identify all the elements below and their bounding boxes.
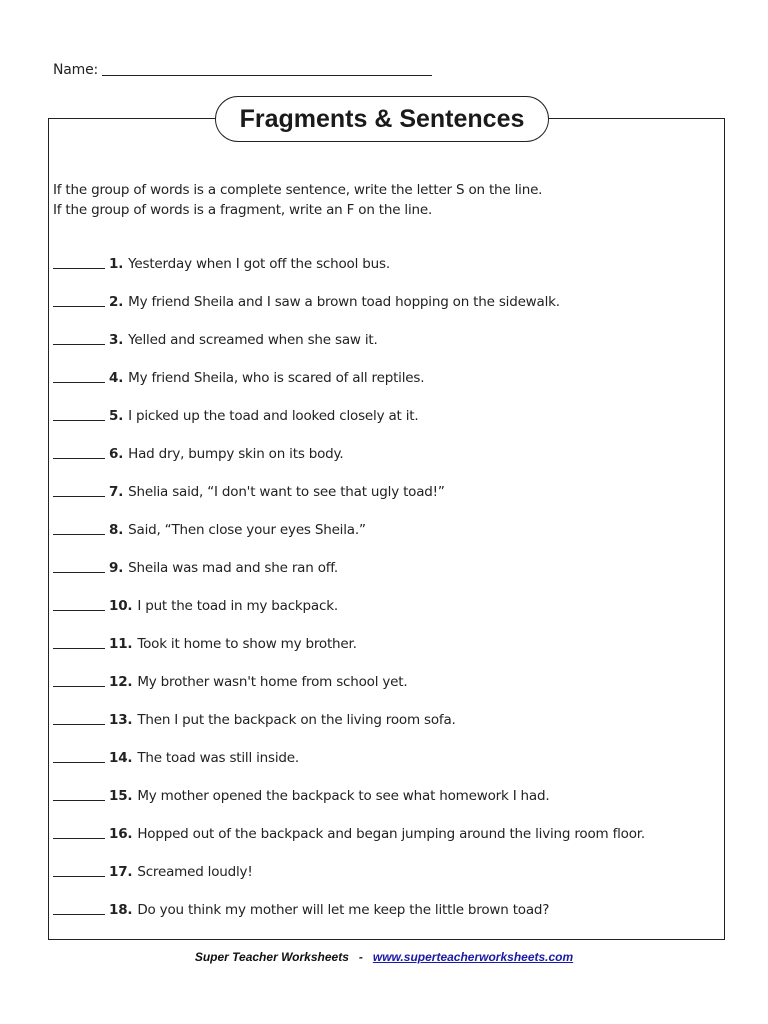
question-item: [53, 864, 253, 880]
question-text: Do you think my mother will let me keep the little brown toad?: [137, 902, 550, 918]
question-number: 12.: [109, 674, 133, 690]
question-item: [53, 636, 357, 652]
answer-blank[interactable]: [53, 750, 105, 763]
question-number: 11.: [109, 636, 133, 652]
question-item: [53, 826, 645, 842]
question-text: My mother opened the backpack to see what homework I had.: [137, 788, 550, 804]
answer-blank[interactable]: [53, 522, 105, 535]
question-number: 1.: [109, 256, 124, 272]
question-text: Screamed loudly!: [137, 864, 253, 880]
footer-separator: -: [358, 950, 363, 964]
question-number: 16.: [109, 826, 133, 842]
question-number: 3.: [109, 332, 124, 348]
answer-blank[interactable]: [53, 256, 105, 269]
question-item: [53, 788, 549, 804]
question-text: I picked up the toad and looked closely at it.: [128, 408, 419, 424]
name-field: [53, 61, 432, 78]
answer-blank[interactable]: [53, 408, 105, 421]
question-item: [53, 484, 445, 500]
question-number: 2.: [109, 294, 124, 310]
question-item: [53, 902, 549, 918]
question-text: My friend Sheila and I saw a brown toad hopping on the sidewalk.: [128, 294, 560, 310]
question-text: Then I put the backpack on the living room sofa.: [137, 712, 456, 728]
question-text: The toad was still inside.: [137, 750, 299, 766]
question-number: 14.: [109, 750, 133, 766]
name-blank-line[interactable]: [102, 61, 432, 76]
title-banner: [215, 96, 549, 142]
question-number: 15.: [109, 788, 133, 804]
question-number: 9.: [109, 560, 124, 576]
answer-blank[interactable]: [53, 712, 105, 725]
answer-blank[interactable]: [53, 674, 105, 687]
question-number: 5.: [109, 408, 124, 424]
instruction-line: If the group of words is a complete sentence, write the letter S on the line.: [53, 182, 543, 198]
question-text: Yelled and screamed when she saw it.: [128, 332, 378, 348]
answer-blank[interactable]: [53, 864, 105, 877]
answer-blank[interactable]: [53, 788, 105, 801]
answer-blank[interactable]: [53, 294, 105, 307]
question-number: 4.: [109, 370, 124, 386]
answer-blank[interactable]: [53, 902, 105, 915]
question-number: 18.: [109, 902, 133, 918]
question-item: [53, 750, 299, 766]
answer-blank[interactable]: [53, 598, 105, 611]
footer-brand: Super Teacher Worksheets: [194, 950, 349, 964]
question-text: Hopped out of the backpack and began jumping around the living room floor.: [137, 826, 646, 842]
question-number: 17.: [109, 864, 133, 880]
answer-blank[interactable]: [53, 370, 105, 383]
question-item: [53, 256, 390, 272]
question-text: Said, “Then close your eyes Sheila.”: [128, 522, 366, 538]
answer-blank[interactable]: [53, 446, 105, 459]
question-number: 7.: [109, 484, 124, 500]
question-text: I put the toad in my backpack.: [137, 598, 338, 614]
page-title: Fragments & Sentences: [239, 104, 525, 133]
question-text: Yesterday when I got off the school bus.: [128, 256, 390, 272]
question-item: [53, 370, 424, 386]
name-label: Name:: [53, 62, 99, 78]
question-item: [53, 408, 418, 424]
question-number: 13.: [109, 712, 133, 728]
answer-blank[interactable]: [53, 636, 105, 649]
question-item: [53, 598, 338, 614]
question-item: [53, 294, 560, 310]
question-item: [53, 674, 407, 690]
question-text: Took it home to show my brother.: [137, 636, 357, 652]
question-number: 6.: [109, 446, 124, 462]
question-item: [53, 712, 456, 728]
instructions: [53, 180, 542, 220]
answer-blank[interactable]: [53, 332, 105, 345]
question-text: My brother wasn't home from school yet.: [137, 674, 408, 690]
question-item: [53, 560, 338, 576]
answer-blank[interactable]: [53, 826, 105, 839]
footer: [0, 950, 768, 964]
footer-link[interactable]: www.superteacherworksheets.com: [372, 950, 574, 964]
instruction-line: If the group of words is a fragment, write an F on the line.: [53, 202, 433, 218]
answer-blank[interactable]: [53, 560, 105, 573]
question-item: [53, 446, 344, 462]
question-text: Had dry, bumpy skin on its body.: [128, 446, 344, 462]
question-number: 10.: [109, 598, 133, 614]
question-text: My friend Sheila, who is scared of all reptiles.: [128, 370, 425, 386]
answer-blank[interactable]: [53, 484, 105, 497]
question-number: 8.: [109, 522, 124, 538]
question-text: Shelia said, “I don't want to see that ugly toad!”: [128, 484, 445, 500]
question-item: [53, 332, 378, 348]
question-text: Sheila was mad and she ran off.: [128, 560, 338, 576]
question-item: [53, 522, 366, 538]
